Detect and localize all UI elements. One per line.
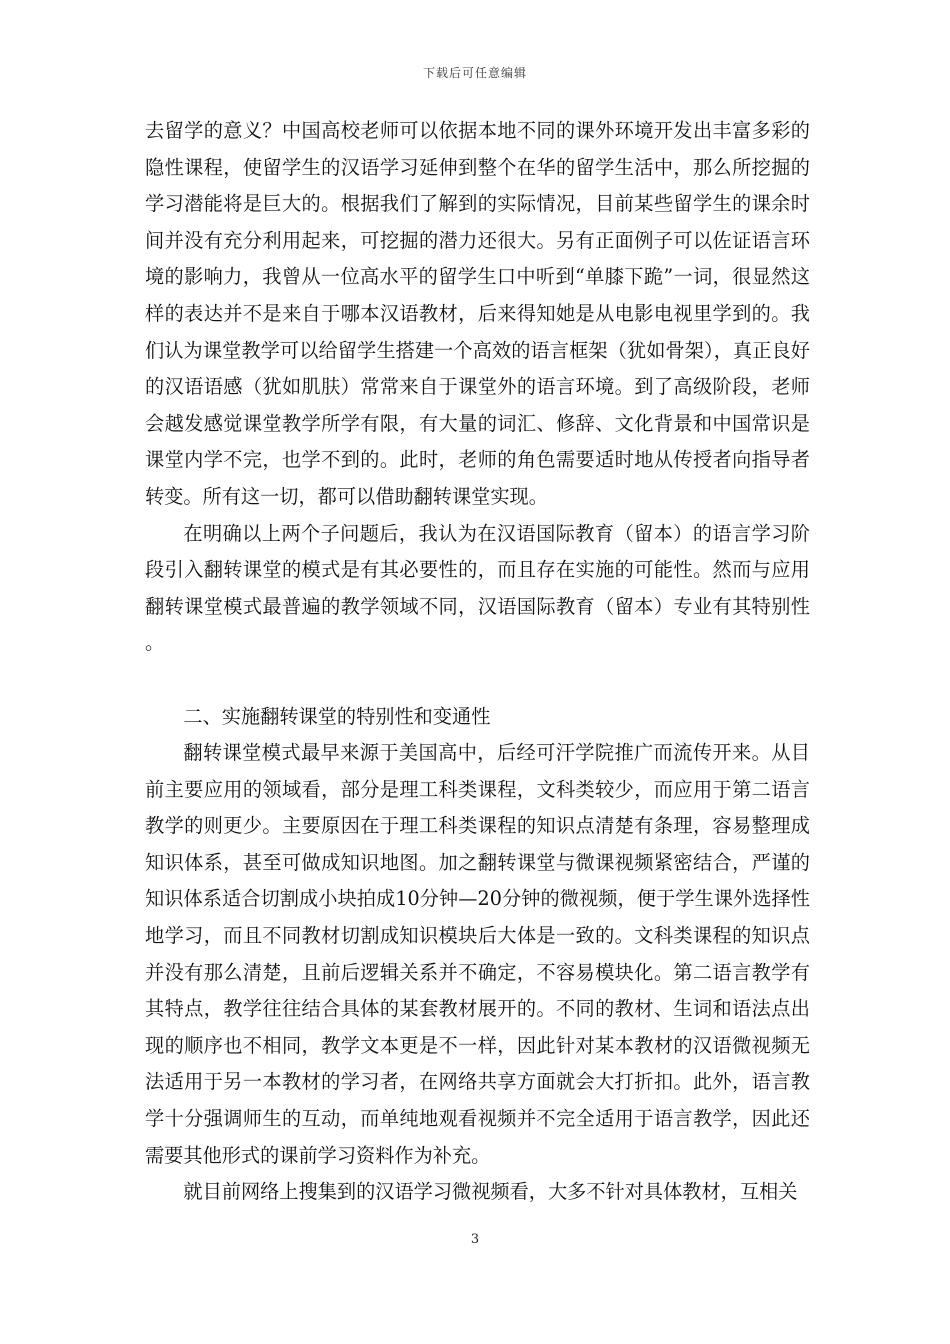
page-header: 下载后可任意编辑 xyxy=(422,66,527,80)
page-number: 3 xyxy=(470,1232,480,1247)
document-body xyxy=(145,113,810,1211)
paragraph: 翻转课堂模式最早来源于美国高中，后经可汗学院推广而流传开来。从目前主要应用的领域看，部分是理工科类课程，文科类较少，而应用于第二语言教学的则更少。主要原因在于理工科类课程的知识点清楚有条理，容易整理成知识体系，甚至可做成知识地图。加之翻转课堂与微课视频紧密结合，严谨的知识体系适合切割成小块拍成10分钟—20分钟的微视频，便于学生课外选择性地学习，而且不同教材切割成知识模块后大体是一致的。文科类课程的知识点并没有那么清楚，且前后逻辑关系并不确定，不容易模块化。第二语言教学有其特点，教学往往结合具体的某套教材展开的。不同的教材、生词和语法点出现的顺序也不相同，教学文本更是不一样，因此针对某本教材的汉语微视频无法适用于另一本教材的学习者，在网络共享方面就会大打折扣。此外，语言教学十分强调师生的互动，而单纯地观看视频并不完全适用于语言教学，因此还需要其他形式的课前学习资料作为补充。 xyxy=(145,741,810,1167)
section-heading: 二、实施翻转课堂的特别性和变通性 xyxy=(183,704,491,728)
paragraph: 在明确以上两个子问题后，我认为在汉语国际教育（留本）的语言学习阶段引入翻转课堂的模式是有其必要性的，而且存在实施的可能性。然而与应用翻转课堂模式最普遍的教学领域不同，汉语国际教育（留本）专业有其特别性。 xyxy=(145,521,810,655)
paragraph-continued: 去留学的意义？中国高校老师可以依据本地不同的课外环境开发出丰富多彩的隐性课程，使留学生的汉语学习延伸到整个在华的留学生活中，那么所挖掘的学习潜能将是巨大的。根据我们了解到的实际情况，目前某些留学生的课余时间并没有充分利用起来，可挖掘的潜力还很大。另有正面例子可以佐证语言环境的影响力，我曾从一位高水平的留学生口中听到“单膝下跪”一词，很显然这样的表达并不是来自于哪本汉语教材，后来得知她是从电影电视里学到的。我们认为课堂教学可以给留学生搭建一个高效的语言框架（犹如骨架），真正良好的汉语语感（犹如肌肤）常常来自于课堂外的语言环境。到了高级阶段，老师会越发感觉课堂教学所学有限，有大量的词汇、修辞、文化背景和中国常识是课堂内学不完，也学不到的。此时，老师的角色需要适时地从传授者向指导者转变。所有这一切，都可以借助翻转课堂实现。 xyxy=(145,119,810,508)
paragraph: 就目前网络上搜集到的汉语学习微视频看，大多不针对具体教材，互相关 xyxy=(183,1180,798,1204)
